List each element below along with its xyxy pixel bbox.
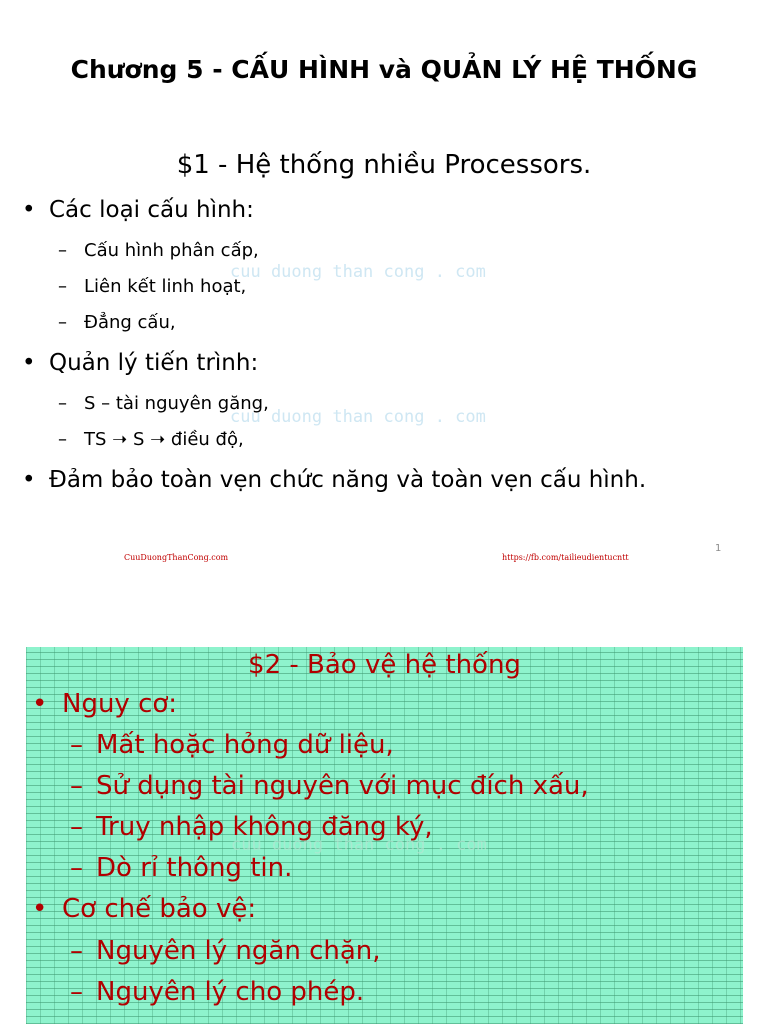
sub-bullet-item xyxy=(70,936,381,966)
dash-icon: – xyxy=(70,771,83,801)
dash-icon: – xyxy=(58,429,67,450)
slide-title: Chương 5 - CẤU HÌNH và QUẢN LÝ HỆ THỐNG xyxy=(70,55,698,84)
dash-icon: – xyxy=(70,812,83,842)
sub-bullet-text: Nguyên lý ngăn chặn, xyxy=(96,936,381,966)
sub-bullet-item xyxy=(58,429,244,450)
sub-bullet-text: Liên kết linh hoạt, xyxy=(84,276,247,297)
sub-bullet-text: TS ➝ S ➝ điều độ, xyxy=(84,429,244,450)
sub-bullet-item xyxy=(70,977,364,1007)
sub-bullet-text: Mất hoặc hỏng dữ liệu, xyxy=(96,730,394,760)
bullet-icon: • xyxy=(32,689,48,719)
watermark-text: cuu duong than cong . com xyxy=(230,407,486,427)
bullet-item xyxy=(32,689,177,719)
bullet-item xyxy=(32,894,256,924)
bullet-icon: • xyxy=(22,197,36,223)
bullet-text: Đảm bảo toàn vẹn chức năng và toàn vẹn cấu hình. xyxy=(49,467,647,493)
sub-bullet-text: Sử dụng tài nguyên với mục đích xấu, xyxy=(96,771,589,801)
footer-source-right: https://fb.com/tailieudientucntt xyxy=(502,553,629,562)
bullet-item xyxy=(22,467,646,493)
bullet-icon: • xyxy=(32,894,48,924)
slide-title: $2 - Bảo vệ hệ thống xyxy=(248,650,521,680)
bullet-text: Các loại cấu hình: xyxy=(49,197,254,223)
dash-icon: – xyxy=(70,730,83,760)
bullet-item xyxy=(22,197,254,223)
slide-2 xyxy=(26,647,743,1024)
sub-bullet-item xyxy=(70,853,292,883)
page-number: 1 xyxy=(715,543,722,554)
sub-bullet-item xyxy=(70,730,394,760)
dash-icon: – xyxy=(58,276,67,297)
sub-bullet-item xyxy=(70,771,589,801)
sub-bullet-item xyxy=(58,312,176,333)
watermark-text: cuu duong than cong . com xyxy=(230,262,486,282)
footer-source-left: CuuDuongThanCong.com xyxy=(124,553,229,562)
sub-bullet-text: Dò rỉ thông tin. xyxy=(96,853,293,883)
sub-bullet-item xyxy=(58,240,259,261)
dash-icon: – xyxy=(58,240,67,261)
bullet-text: Cơ chế bảo vệ: xyxy=(62,894,257,924)
dash-icon: – xyxy=(70,977,83,1007)
dash-icon: – xyxy=(58,393,67,414)
sub-bullet-text: Đẳng cấu, xyxy=(84,312,176,333)
sub-bullet-text: Truy nhập không đăng ký, xyxy=(96,812,433,842)
dash-icon: – xyxy=(58,312,67,333)
bullet-icon: • xyxy=(22,350,36,376)
bullet-text: Nguy cơ: xyxy=(62,689,178,719)
slide-subtitle: $1 - Hệ thống nhiều Processors. xyxy=(176,150,592,180)
bullet-item xyxy=(22,350,258,376)
sub-bullet-item xyxy=(58,276,246,297)
sub-bullet-text: Nguyên lý cho phép. xyxy=(96,977,365,1007)
bullet-text: Quản lý tiến trình: xyxy=(49,350,259,376)
bullet-icon: • xyxy=(22,467,36,493)
dash-icon: – xyxy=(70,936,83,966)
watermark-text: cuu duong than cong . com xyxy=(231,835,487,855)
sub-bullet-text: S – tài nguyên găng, xyxy=(84,393,269,414)
sub-bullet-text: Cấu hình phân cấp, xyxy=(84,240,259,261)
dash-icon: – xyxy=(70,853,83,883)
